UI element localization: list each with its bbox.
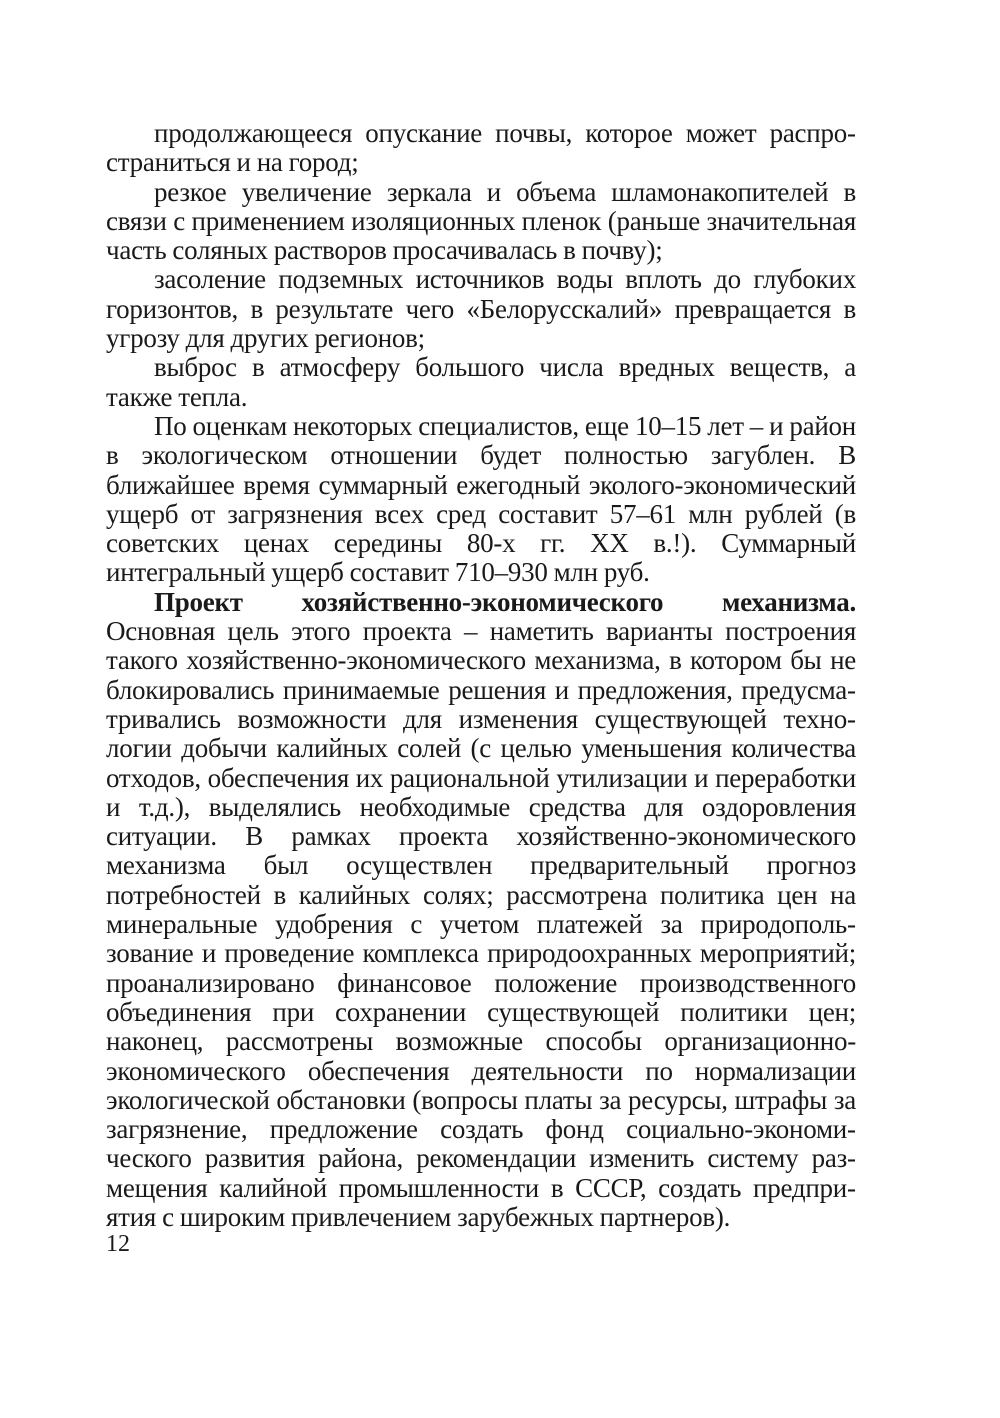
paragraph-soil-subsidence <box>106 119 856 178</box>
body-text <box>106 119 856 1232</box>
paragraph-lead: Проект хозяйственно-экономического механизма. <box>154 586 856 617</box>
paragraph-damage-estimate <box>106 412 856 588</box>
paragraph-groundwater-salinization <box>106 265 856 353</box>
paragraph-emissions <box>106 353 856 412</box>
page-number: 12 <box>106 1231 130 1257</box>
paragraph-sludge-storage <box>106 178 856 266</box>
paragraph-text: Основная цель этого проекта – наметить варианты построения такого хозяйственно-экономического механизма, в котором бы не блокировались принимаемые решения и предложения, предусматривались возможности для изменения существующей технологии добычи калийных солей (с целью уменьшения количества отходов, обеспечения их рациональной утилизации и переработки и т.д.), выделялись необходимые средства для оздоровления ситуации. В рамках проекта хозяйственно-экономического механизма был осуществлен предварительный прогноз потребностей в калийных солях; рассмотрена политика цен на минеральные удобрения с учетом платежей за природопользование и проведение комплекса природоохранных мероприятий; проанализировано финансовое положение производственного объединения при сохранении существующей политики цен; наконец, рассмотрены возможные способы организационно-экономического обеспечения деятельности по нормализации экологической обстановки (вопросы платы за ресурсы, штрафы за загрязнение, предложение создать фонд социально-экономического развития района, рекомендации изменить систему размещения калийной промышленности в СССР, создать предприятия с широким привлечением зарубежных партнеров). <box>106 616 856 1232</box>
paragraph-text: продолжающееся опускание почвы, которое может распространиться и на город; <box>106 118 856 178</box>
paragraph-text: По оценкам некоторых специалистов, еще 10–15 лет – и район в экологическом отношении будет полностью загублен. В ближайшее время суммарный ежегодный эколого-экономический ущерб от загрязнения всех сред составит 57–61 млн рублей (в советских ценах середины 80-х гг. XX в.!). Суммарный интегральный ущерб составит 710–930 млн руб. <box>106 410 856 588</box>
paragraph-text: выброс в атмосферу большого числа вредных веществ, а также тепла. <box>106 352 856 412</box>
paragraph-text: засоление подземных источников воды вплоть до глубоких горизонтов, в результате чего «Белорусскалий» превращается в угрозу для других регионов; <box>106 264 856 354</box>
paragraph-text: резкое увеличение зеркала и объема шламонакопителей в связи с применением изоляционных пленок (раньше значительная часть соляных растворов просачивалась в почву); <box>106 176 856 266</box>
paragraph-economic-mechanism <box>106 588 856 1233</box>
